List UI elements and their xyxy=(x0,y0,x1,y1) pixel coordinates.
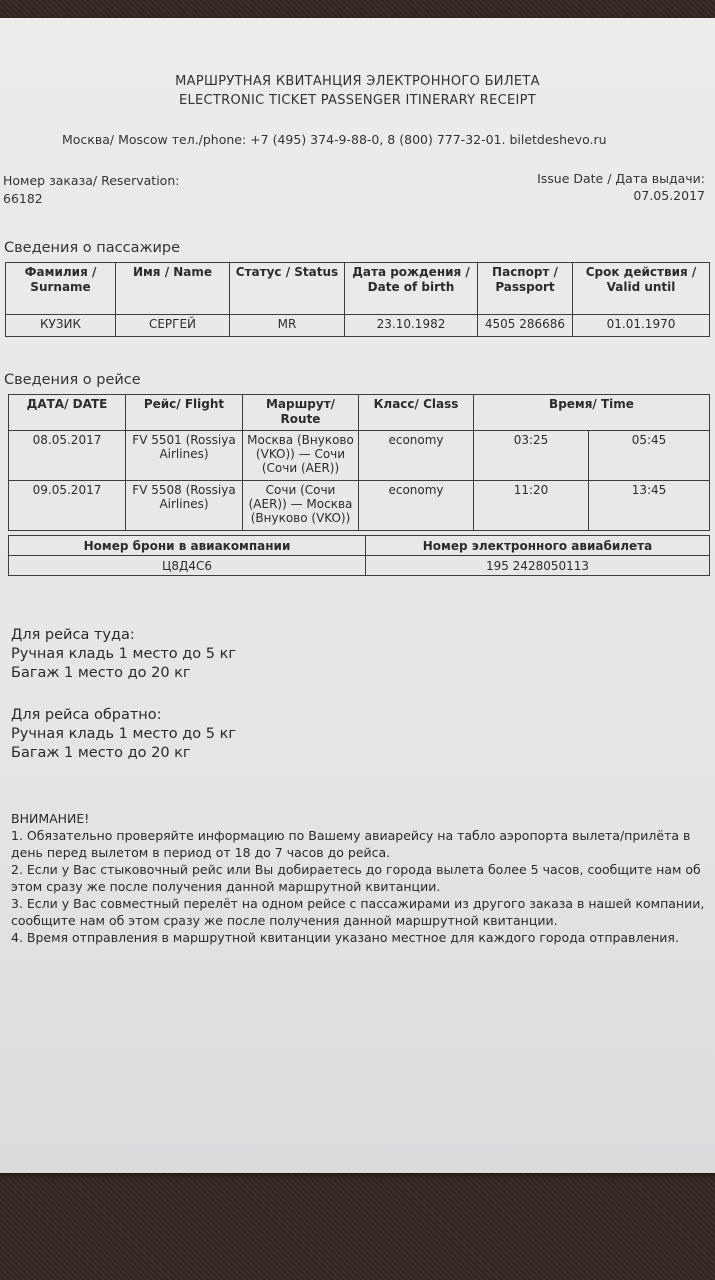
title-en: ELECTRONIC TICKET PASSENGER ITINERARY RECEIPT xyxy=(178,93,537,108)
reservation-label: Номер заказа/ Reservation: xyxy=(3,173,180,188)
eticket-number-value: 195 2428050113 xyxy=(366,556,710,576)
header-dob: Дата рождения / Date of birth xyxy=(345,263,478,315)
cell-departure-time: 03:25 xyxy=(474,431,589,481)
header-status: Статус / Status xyxy=(230,263,345,315)
warning-block xyxy=(11,810,706,946)
cell-class: economy xyxy=(359,431,474,481)
baggage-outbound-hand: Ручная кладь 1 место до 5 кг xyxy=(11,646,236,662)
header-route: Маршрут/ Route xyxy=(243,395,359,431)
cell-flight: FV 5501 (Rossiya Airlines) xyxy=(126,431,243,481)
flight-table xyxy=(8,394,710,531)
baggage-return-bag: Багаж 1 место до 20 кг xyxy=(11,745,191,761)
baggage-outbound xyxy=(11,626,236,683)
header-flight: Рейс/ Flight xyxy=(126,395,243,431)
cell-arrival-time: 05:45 xyxy=(589,431,710,481)
flight-section-title: Сведения о рейсе xyxy=(4,372,141,388)
header-surname: Фамилия / Surname xyxy=(6,263,116,315)
header-name: Имя / Name xyxy=(116,263,230,315)
baggage-return-hand: Ручная кладь 1 место до 5 кг xyxy=(11,726,236,742)
title-ru: МАРШРУТНАЯ КВИТАНЦИЯ ЭЛЕКТРОННОГО БИЛЕТА xyxy=(175,74,540,89)
warning-item: 4. Время отправления в маршрутной квитанции указано местное для каждого города отправления. xyxy=(11,930,679,945)
baggage-return-title: Для рейса обратно: xyxy=(11,707,162,723)
cell-arrival-time: 13:45 xyxy=(589,481,710,531)
passenger-section-title: Сведения о пассажире xyxy=(4,240,181,256)
issue-date-label: Issue Date / Дата выдачи: xyxy=(537,171,705,186)
cell-date: 09.05.2017 xyxy=(9,481,126,531)
cell-date: 08.05.2017 xyxy=(9,431,126,481)
issue-date-block xyxy=(537,170,705,204)
cell-passport: 4505 286686 xyxy=(478,315,573,337)
header-valid-until: Срок действия / Valid until xyxy=(573,263,710,315)
warning-item: 1. Обязательно проверяйте информацию по Вашему авиарейсу на табло аэропорта вылета/прилёта в день перед вылетом в период от 18 до 7 часов до рейса. xyxy=(11,828,691,860)
booking-number-label: Номер брони в авиакомпании xyxy=(9,536,366,556)
reservation-number: 66182 xyxy=(3,191,43,206)
warning-item: 2. Если у Вас стыковочный рейс или Вы добираетесь до города вылета более 5 часов, сообщите нам об этом сразу же после получения данной маршрутной квитанции. xyxy=(11,862,701,894)
baggage-outbound-bag: Багаж 1 место до 20 кг xyxy=(11,665,191,681)
cell-dob: 23.10.1982 xyxy=(345,315,478,337)
cell-route: Москва (Внуково (VKO)) — Сочи (Сочи (AER)) xyxy=(243,431,359,481)
eticket-number-label: Номер электронного авиабилета xyxy=(366,536,710,556)
baggage-return xyxy=(11,706,236,763)
cell-route: Сочи (Сочи (AER)) — Москва (Внуково (VKO)) xyxy=(243,481,359,531)
table-row xyxy=(9,481,710,531)
booking-number-value: Ц8Д4С6 xyxy=(9,556,366,576)
cell-status: MR xyxy=(230,315,345,337)
reservation-block xyxy=(3,172,179,208)
cell-valid-until: 01.01.1970 xyxy=(573,315,710,337)
warning-item: 3. Если у Вас совместный перелёт на одном рейсе с пассажирами из другого заказа в нашей компании, сообщите нам об этом сразу же после получения данной маршрутной квитанции. xyxy=(11,896,705,928)
booking-table xyxy=(8,535,710,576)
receipt-sheet xyxy=(0,18,715,1173)
passenger-table xyxy=(5,262,710,337)
cell-name: СЕРГЕЙ xyxy=(116,315,230,337)
cell-departure-time: 11:20 xyxy=(474,481,589,531)
warning-title: ВНИМАНИЕ! xyxy=(11,811,90,826)
header-time: Время/ Time xyxy=(474,395,710,431)
header-passport: Паспорт / Passport xyxy=(478,263,573,315)
cell-flight: FV 5508 (Rossiya Airlines) xyxy=(126,481,243,531)
cell-surname: КУЗИК xyxy=(6,315,116,337)
cell-class: economy xyxy=(359,481,474,531)
header-class: Класс/ Class xyxy=(359,395,474,431)
table-row xyxy=(9,431,710,481)
issue-date-value: 07.05.2017 xyxy=(633,188,705,203)
contact-line: Москва/ Moscow тел./phone: +7 (495) 374-9-88-0, 8 (800) 777-32-01. biletdeshevo.ru xyxy=(62,132,607,147)
header-date: ДАТА/ DATE xyxy=(9,395,126,431)
baggage-outbound-title: Для рейса туда: xyxy=(11,627,135,643)
